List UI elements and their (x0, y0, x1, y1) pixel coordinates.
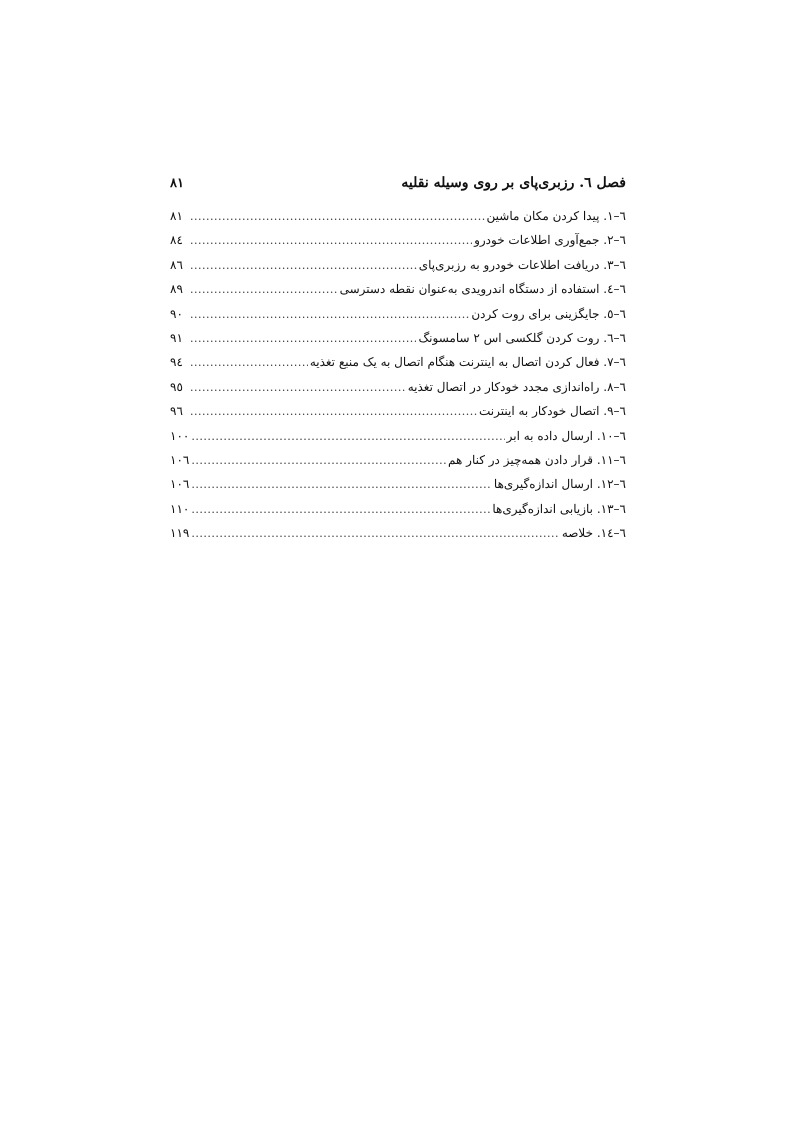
toc-entry (170, 350, 626, 374)
dot-leader (191, 522, 559, 546)
toc-entry (170, 448, 626, 472)
dot-leader (191, 449, 446, 473)
dot-leader (190, 205, 485, 229)
toc-entry-label: ٦–٢. جمع‌آوری اطلاعات خودرو (474, 233, 626, 248)
toc-entry (170, 277, 626, 301)
toc-entry-page: ۱۰٦ (170, 452, 190, 467)
toc-entry (170, 375, 626, 399)
toc-entry-page: ۱۰٦ (170, 477, 190, 492)
toc-entry (170, 472, 626, 496)
toc-entry-page: ۸۹ (170, 282, 183, 297)
toc-entry (170, 521, 626, 545)
dot-leader (190, 303, 469, 327)
dot-leader (190, 278, 338, 302)
toc-entry-label: ٦–١. پیدا کردن مکان ماشین (486, 209, 626, 223)
chapter-title: فصل ٦. رزبری‌پای بر روی وسیله نقلیه (401, 175, 626, 191)
toc-entry-page: ۹۰ (170, 306, 183, 321)
dot-leader (190, 254, 417, 278)
toc-entry-label: ٦–١٠. ارسال داده به ابر (506, 428, 626, 443)
toc-entry-page: ۹۱ (170, 330, 183, 345)
toc-entry-label: ٦–٦. روت کردن گلکسی اس ٢ سامسونگ (418, 330, 626, 345)
toc-entry-page: ۸٤ (170, 233, 183, 248)
toc-entry-page: ۱۱۰ (170, 501, 190, 516)
toc-entry-page: ۹٥ (170, 379, 183, 394)
toc-entry-page: ۸٦ (170, 257, 183, 272)
chapter-page-number: ۸۱ (170, 176, 184, 191)
toc-list (170, 204, 626, 545)
toc-entry-page: ۸۱ (170, 209, 183, 223)
toc-entry-page: ۱۰۰ (170, 428, 190, 443)
toc-entry (170, 399, 626, 423)
dot-leader (191, 425, 504, 449)
dot-leader (190, 327, 416, 351)
dot-leader (191, 498, 490, 522)
toc-entry-label: ٦–١١. قرار دادن همه‌چیز در کنار هم (448, 452, 626, 467)
dot-leader (190, 376, 406, 400)
toc-entry-label: ٦–٤. استفاده از دستگاه اندرویدی به‌عنوان نقطه دسترسی (339, 282, 626, 297)
toc-entry-label: ٦–١٣. بازیابی اندازه‌گیری‌ها (492, 501, 626, 516)
toc-entry-page: ۹٦ (170, 404, 183, 419)
toc-entry-label: ٦–١٤. خلاصه (561, 526, 626, 541)
toc-entry-label: ٦–٨. راه‌اندازی مجدد خودکار در اتصال تغذیه (407, 379, 626, 394)
toc-entry (170, 326, 626, 350)
toc-entry-page: ۱۱۹ (170, 526, 190, 541)
toc-entry (170, 497, 626, 521)
toc-entry (170, 302, 626, 326)
toc-entry-label: ٦–٣. دریافت اطلاعات خودرو به رزبری‌پای (418, 257, 626, 272)
toc-entry (170, 424, 626, 448)
dot-leader (190, 351, 308, 375)
dot-leader (191, 473, 492, 497)
dot-leader (190, 400, 477, 424)
dot-leader (190, 229, 472, 253)
toc-entry (170, 253, 626, 277)
toc-entry-label: ٦–١٢. ارسال اندازه‌گیری‌ها (493, 477, 626, 492)
toc-entry-label: ٦–٧. فعال کردن اتصال به اینترنت هنگام اتصال به یک منبع تغذیه (309, 355, 626, 370)
chapter-heading (170, 175, 626, 195)
toc-entry (170, 204, 626, 228)
table-of-contents (170, 175, 626, 545)
toc-entry (170, 228, 626, 252)
toc-entry-label: ٦–٩. اتصال خودکار به اینترنت (479, 404, 626, 419)
toc-entry-page: ۹٤ (170, 355, 183, 370)
toc-entry-label: ٦–٥. جایگزینی برای روت کردن (471, 306, 626, 321)
